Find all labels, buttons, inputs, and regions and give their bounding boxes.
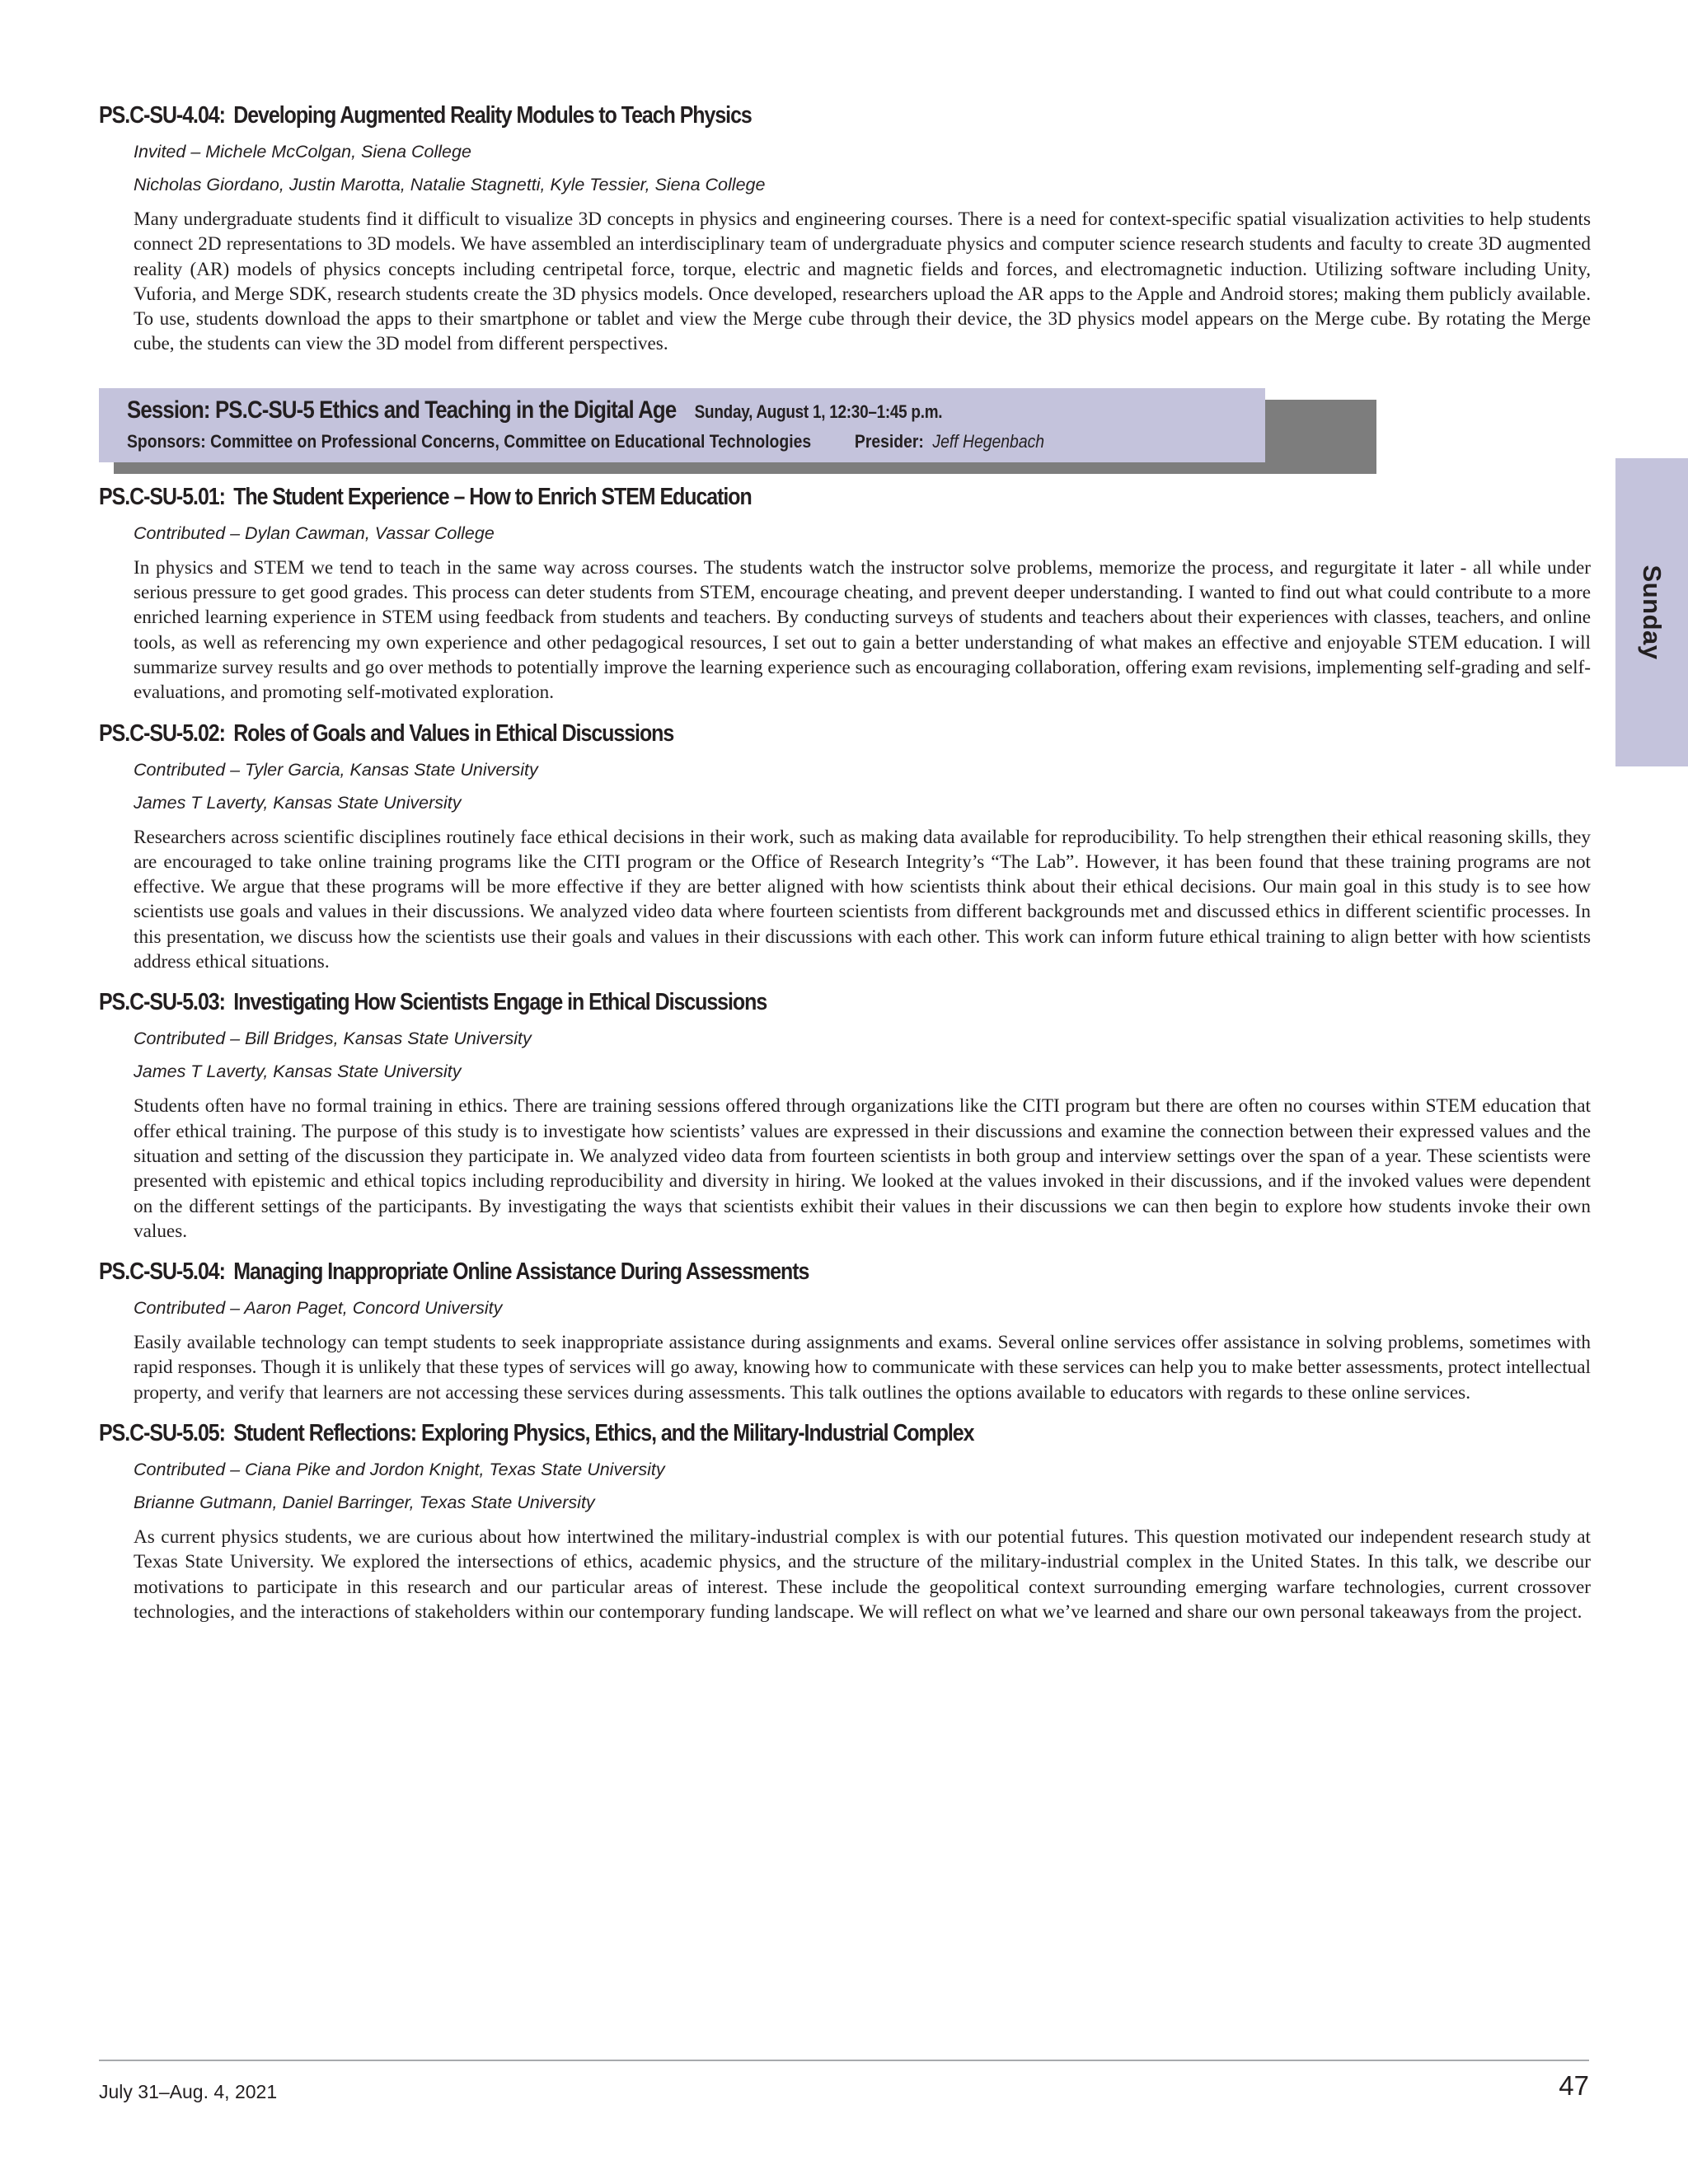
sponsors: Committee on Professional Concerns, Committee on Educational Technologies xyxy=(210,430,812,452)
abstract-code: PS.C-SU-5.04: xyxy=(99,1258,225,1286)
abstract-coauthors: Nicholas Giordano, Justin Marotta, Natalie Stagnetti, Kyle Tessier, Siena College xyxy=(134,175,766,194)
abstract-author: Contributed – Ciana Pike and Jordon Knight, Texas State University xyxy=(134,1460,665,1480)
abstract-coauthors: James T Laverty, Kansas State University xyxy=(134,792,462,813)
session-box xyxy=(99,388,1265,462)
abstract-code: PS.C-SU-5.05: xyxy=(99,1420,225,1447)
abstract-title-text: Investigating How Scientists Engage in Ethical Discussions xyxy=(233,989,767,1016)
abstract-body: Easily available technology can tempt students to seek inappropriate assistance during assignments and exams. Several online services offer assistance in solving problems, sometimes with rapid responses. Though it is unlikely that these types of services will go away, knowing how to communicate with these services can help you to make better assessments, protect intellectual property, and verify that learners are not accessing these services during assessments. This talk outlines the options available to educators with regards to these online services. xyxy=(134,1332,1591,1404)
abstract-body: Researchers across scientific disciplines routinely face ethical decisions in their work, such as making data available for reproducibility. To help strengthen their ethical reasoning skills, they are encouraged to take online training programs like the CITI program or the Office of Research Integrity’s “The Lab”. However, it has been found that these training programs are not effective. We argue that these programs will be more effective if they are better aligned with how scientists think about their ethical decisions. Our main goal in this study is to see how scientists use goals and values in their discussions. We analyzed video data where fourteen scientists from different backgrounds met and discussed ethics in different scientific processes. In this presentation, we discuss how the scientists use their goals and values in their discussions with each other. This work can inform future ethical training to align better with how scientists address ethical situations. xyxy=(134,826,1591,973)
abstract-body: As current physics students, we are curious about how intertwined the military-industrial complex is with our potential futures. This question motivated our independent research study at Texas State University. We explored the intersections of ethics, academic physics, and the structure of the military-industrial complex in the United States. In this talk, we describe our motivations to participate in this research and our particular areas of interest. These include the geopolitical context surrounding emerging warfare technologies, current crossover technologies, and the interactions of stakeholders within our contemporary funding landscape. We will reflect on what we’ve learned and share our own personal takeaways from the project. xyxy=(134,1526,1591,1623)
abstract-title xyxy=(99,1258,1382,1286)
abstract-title xyxy=(99,102,1382,129)
abstract-top xyxy=(99,102,1591,357)
abstract-5-05 xyxy=(99,1420,1591,1624)
abstract-5-03 xyxy=(99,989,1591,1244)
abstract-5-01 xyxy=(99,484,1591,705)
session-label: Session: PS.C-SU-5 Ethics and Teaching in the Digital Age xyxy=(127,396,677,424)
abstract-body: In physics and STEM we tend to teach in the same way across courses. The students watch the instructor solve problems, memorize the process, and regurgitate it later - all while under serious pressure to get good grades. This process can deter students from STEM, encourage cheating, and prevent deeper understanding. I wanted to find out what could contribute to a more enriched learning experience in STEM using feedback from students and teachers. By conducting surveys of students and teachers about their experiences with classes, teachers, and online tools, as well as referencing my own experience and other pedagogical resources, I set out to gain a better understanding of what makes an effective and enjoyable STEM education. I will summarize survey results and go over methods to potentially improve the learning experience such as encouraging collaboration, offering exam revisions, implementing self-grading and self-evaluations, and promoting self-motivated exploration. xyxy=(134,556,1591,704)
abstract-title-text: Student Reflections: Exploring Physics, Ethics, and the Military-Industrial Complex xyxy=(233,1420,974,1447)
footer-date: July 31–Aug. 4, 2021 xyxy=(99,2081,278,2102)
abstract-title-text: Developing Augmented Reality Modules to Teach Physics xyxy=(233,102,752,129)
sponsors-label: Sponsors: xyxy=(127,430,206,452)
session-header xyxy=(99,388,1265,462)
abstract-author: Contributed – Dylan Cawman, Vassar College xyxy=(134,523,495,543)
day-side-tab-label: Sunday xyxy=(1638,565,1667,660)
abstract-author: Invited – Michele McColgan, Siena College xyxy=(134,142,471,162)
abstract-author: Contributed – Aaron Paget, Concord University xyxy=(134,1298,503,1319)
presider-label: Presider: xyxy=(854,430,924,452)
abstract-title-text: Roles of Goals and Values in Ethical Discussions xyxy=(233,719,674,747)
abstract-body: Students often have no formal training in ethics. There are training sessions offered through organizations like the CITI program but there are often no courses within STEM education that offer ethical training. The purpose of this study is to investigate how scientists’ values are expressed in their discussions and examine the connection between their expressed values and the situation and setting of the discussion they participate in. We analyzed video data from fourteen scientists in both group and interview settings over the span of a year. These scientists were presented with epistemic and ethical topics including reproducibility and diversity in hiring. We looked at the values invoked in their discussions, and if the invoked values were dependent on the different settings of the participants. By investigating the ways that scientists exhibit their values in their discussions we can then begin to explore how students invoke their own values. xyxy=(134,1095,1591,1242)
abstract-code: PS.C-SU-4.04: xyxy=(99,102,225,129)
page-content xyxy=(99,102,1591,1639)
abstract-author: Contributed – Bill Bridges, Kansas State University xyxy=(134,1029,532,1049)
page-number: 47 xyxy=(1559,2070,1589,2101)
session-line-1 xyxy=(127,396,942,424)
abstract-code: PS.C-SU-5.01: xyxy=(99,483,225,510)
abstract-code: PS.C-SU-5.03: xyxy=(99,989,225,1016)
abstract-5-04 xyxy=(99,1258,1591,1405)
abstract-title-text: The Student Experience – How to Enrich STEM Education xyxy=(233,483,752,510)
abstract-coauthors: James T Laverty, Kansas State University xyxy=(134,1062,462,1082)
abstract-title xyxy=(99,1420,1382,1447)
abstract-code: PS.C-SU-5.02: xyxy=(99,719,225,747)
abstract-title-text: Managing Inappropriate Online Assistance During Assessments xyxy=(233,1258,809,1286)
abstract-body: Many undergraduate students find it difficult to visualize 3D concepts in physics and engineering courses. There is a need for context-specific spatial visualization activities to help students connect 2D representations to 3D models. We have assembled an interdisciplinary team of undergraduate physics and computer science research students and faculty to create 3D augmented reality (AR) models of physics concepts including centripetal force, torque, electric and magnetic fields and forces, and electromagnetic induction. Utilizing software including Unity, Vuforia, and Merge SDK, research students create the 3D physics models. Once developed, researchers upload the AR apps to the Apple and Android stores; making them publicly available. To use, students download the apps to their smartphone or tablet and view the Merge cube through their device, the 3D physics model appears on the Merge cube. By rotating the Merge cube, the students can view the 3D model from different perspectives. xyxy=(134,209,1591,355)
abstract-title xyxy=(99,989,1382,1016)
session-line-2 xyxy=(127,431,1044,452)
presider-name: Jeff Hegenbach xyxy=(932,430,1045,452)
abstract-coauthors: Brianne Gutmann, Daniel Barringer, Texas State University xyxy=(134,1493,595,1513)
abstract-5-02 xyxy=(99,720,1591,975)
abstract-title xyxy=(99,484,1382,511)
abstract-author: Contributed – Tyler Garcia, Kansas State University xyxy=(134,759,538,780)
footer-divider xyxy=(99,2060,1589,2061)
session-time: Sunday, August 1, 12:30–1:45 p.m. xyxy=(694,401,943,422)
day-side-tab xyxy=(1615,458,1688,766)
abstract-title xyxy=(99,720,1382,748)
